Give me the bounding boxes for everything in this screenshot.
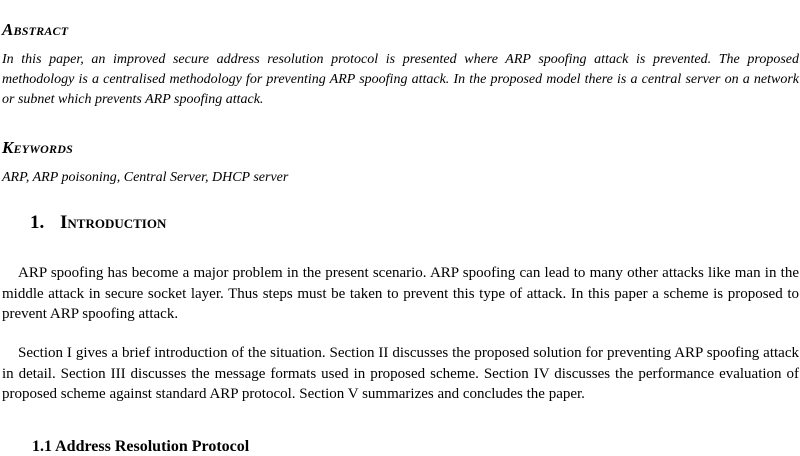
keywords-text: ARP, ARP poisoning, Central Server, DHCP server (2, 170, 289, 185)
subsection-heading-arp: 1.1 Address Resolution Protocol (32, 438, 250, 455)
abstract-text: In this paper, an improved secure address resolution protocol is presented where ARP spoofing attack is prevented. The proposed methodology is a centralised methodology for preventing ARP spoofing attack. In the proposed model there is a central server on a network or subnet which prevents ARP spoofing attack. (2, 52, 799, 107)
section-heading-introduction (30, 212, 166, 234)
keywords-heading: Keywords (2, 138, 73, 157)
abstract-heading: Abstract (2, 20, 69, 39)
section-title: Introduction (60, 212, 167, 233)
introduction-paragraph-1: ARP spoofing has become a major problem in the present scenario. ARP spoofing can lead to many other attacks like man in the middle attack in secure socket layer. Thus steps must be taken to prevent this type of attack. In this paper a scheme is proposed to prevent ARP spoofing attack. (2, 265, 799, 322)
introduction-paragraph-2: Section I gives a brief introduction of the situation. Section II discusses the proposed solution for preventing ARP spoofing attack in detail. Section III discusses the message formats used in proposed scheme. Section IV discusses the performance evaluation of proposed scheme against standard ARP protocol. Section V summarizes and concludes the paper. (2, 345, 799, 402)
paper-page (2, 0, 799, 455)
section-number: 1. (30, 212, 45, 233)
